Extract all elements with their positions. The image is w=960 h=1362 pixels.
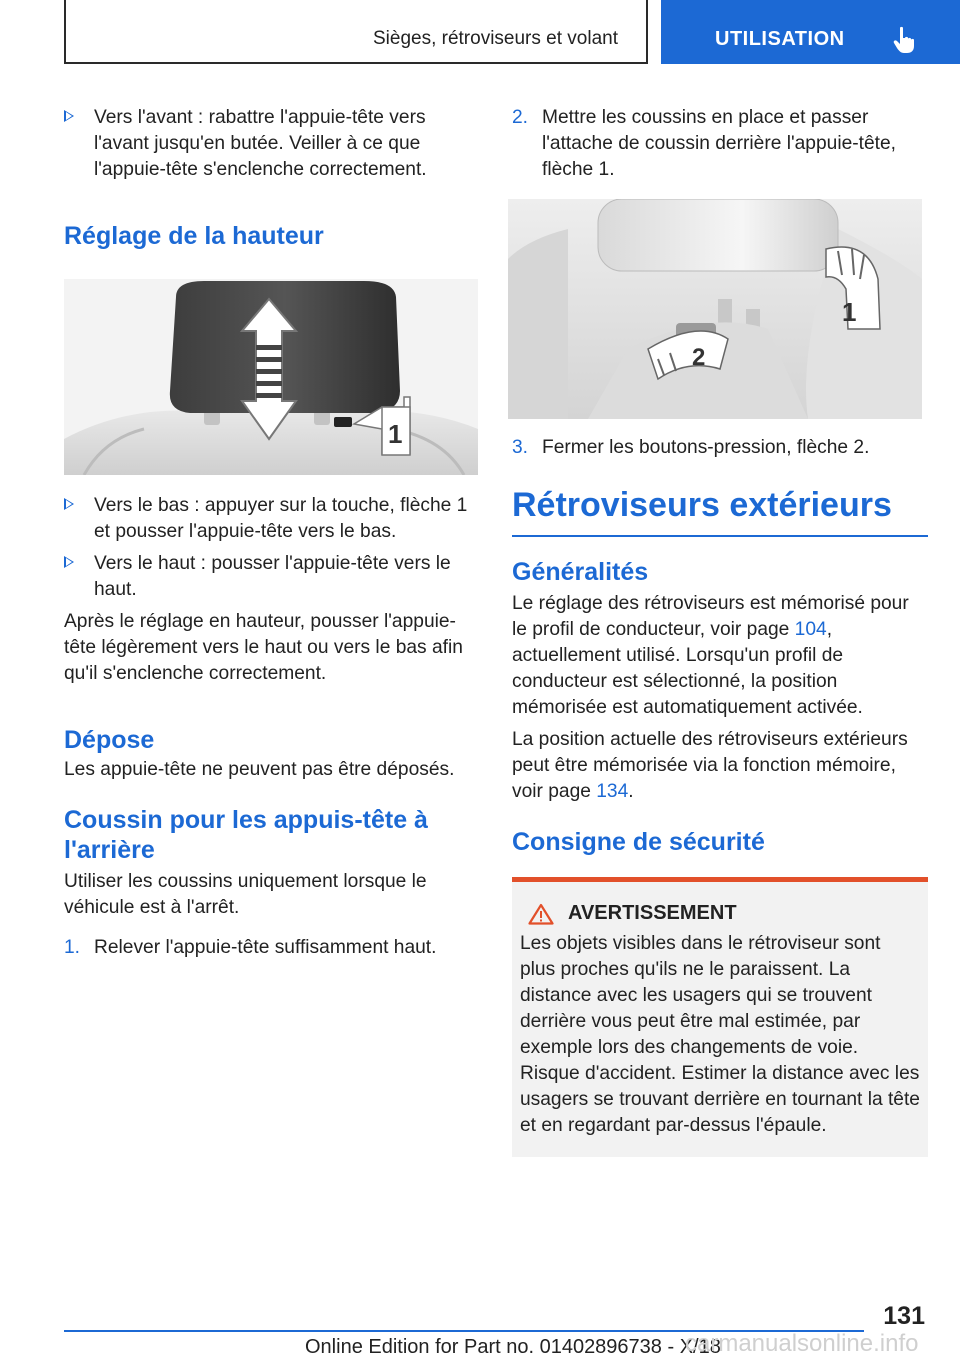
heading-depose: Dépose — [64, 726, 155, 754]
para-after-adjust: Après le réglage en hauteur, pousser l'appuie-tête légèrement vers le haut ou vers le bas afin qu'il s'enclenche correctement. — [64, 611, 463, 684]
heading-exterior-mirrors: Rétroviseurs extérieurs — [512, 485, 928, 537]
warning-triangle-icon — [528, 903, 554, 925]
heading-height-adjust: Réglage de la hauteur — [64, 222, 324, 250]
triangle-bullet-icon — [64, 498, 74, 510]
heading-rear-cushion: Coussin pour les appuis-tête à l'arrière — [64, 806, 428, 864]
triangle-bullet-icon — [64, 110, 74, 122]
header-section-title: Sièges, rétroviseurs et volant — [372, 28, 618, 49]
warning-text: Les objets visibles dans le rétroviseur sont plus proches qu'ils ne le paraissent. La distance avec les usagers qui se trouvent derrière vous peut être mal estimée, par exemple lors des changements de voie. Risque d'accident. Estimer la distance avec les usagers se trouvant derrière en tournant la tête et en regardant par-dessus l'épaule. — [520, 933, 920, 1136]
figure-cushion-install — [508, 199, 922, 419]
step-3-number: 3. — [512, 437, 529, 458]
step-3: 3. Fermer les boutons-pression, flèche 2. — [512, 435, 928, 461]
callout-label-1: 1 — [842, 297, 857, 327]
bullet-forward: Vers l'avant : rabattre l'appuie-tête vers l'avant jusqu'en butée. Veiller à ce que l'appuie-tête s'enclenche correctement. — [64, 105, 478, 183]
bullet-up: Vers le haut : pousser l'appuie-tête vers le haut. — [64, 551, 478, 603]
footer-watermark: carmanualsonline.info — [685, 1330, 919, 1357]
step-2: 2. Mettre les coussins en place et passer l'attache de coussin derrière l'appuie-tête, flèche 1. — [512, 107, 896, 180]
warning-box — [512, 877, 928, 1157]
figure-headrest-height — [64, 279, 478, 475]
headrest-height-illustration — [64, 279, 478, 475]
heading-safety: Consigne de sécurité — [512, 828, 765, 856]
chapter-tab — [661, 0, 960, 64]
page-link-104[interactable]: 104 — [794, 619, 827, 640]
heading-general: Généralités — [512, 558, 649, 586]
page-number: 131 — [883, 1302, 925, 1330]
para-general: Le réglage des rétroviseurs est mémorisé pour le profil de conducteur, voir page 104, actuellement utilisé. Lorsqu'un profil de conducteur est sélectionné, la position mémorisée est automatiquement activée. — [512, 593, 909, 718]
left-column — [64, 105, 478, 961]
triangle-bullet-icon — [64, 556, 74, 568]
cushion-install-illustration — [508, 199, 922, 419]
warning-title: AVERTISSEMENT — [568, 902, 737, 924]
para-position: La position actuelle des rétroviseurs extérieurs peut être mémorisée via la fonction mémoire, voir page 134. — [512, 729, 908, 802]
right-column — [512, 105, 928, 1157]
header-section-box — [64, 0, 648, 64]
chapter-label: UTILISATION — [715, 28, 845, 50]
para-rear-cushion: Utiliser les coussins uniquement lorsque le véhicule est à l'arrêt. — [64, 871, 427, 918]
footer-edition: Online Edition for Part no. 01402896738 - X/18 — [305, 1336, 721, 1358]
bullet-down: Vers le bas : appuyer sur la touche, flèche 1 et pousser l'appuie-tête vers le bas. — [64, 493, 478, 545]
callout-label-1: 1 — [388, 419, 403, 449]
page-link-134[interactable]: 134 — [596, 781, 629, 802]
step-1-number: 1. — [64, 937, 81, 958]
warning-header — [520, 902, 920, 925]
pointing-hand-icon — [893, 26, 919, 54]
step-1: 1. Relever l'appuie-tête suffisamment haut. — [64, 935, 478, 961]
step-2-number: 2. — [512, 107, 529, 128]
callout-label-2: 2 — [692, 344, 706, 371]
para-depose: Les appuie-tête ne peuvent pas être déposés. — [64, 759, 455, 780]
